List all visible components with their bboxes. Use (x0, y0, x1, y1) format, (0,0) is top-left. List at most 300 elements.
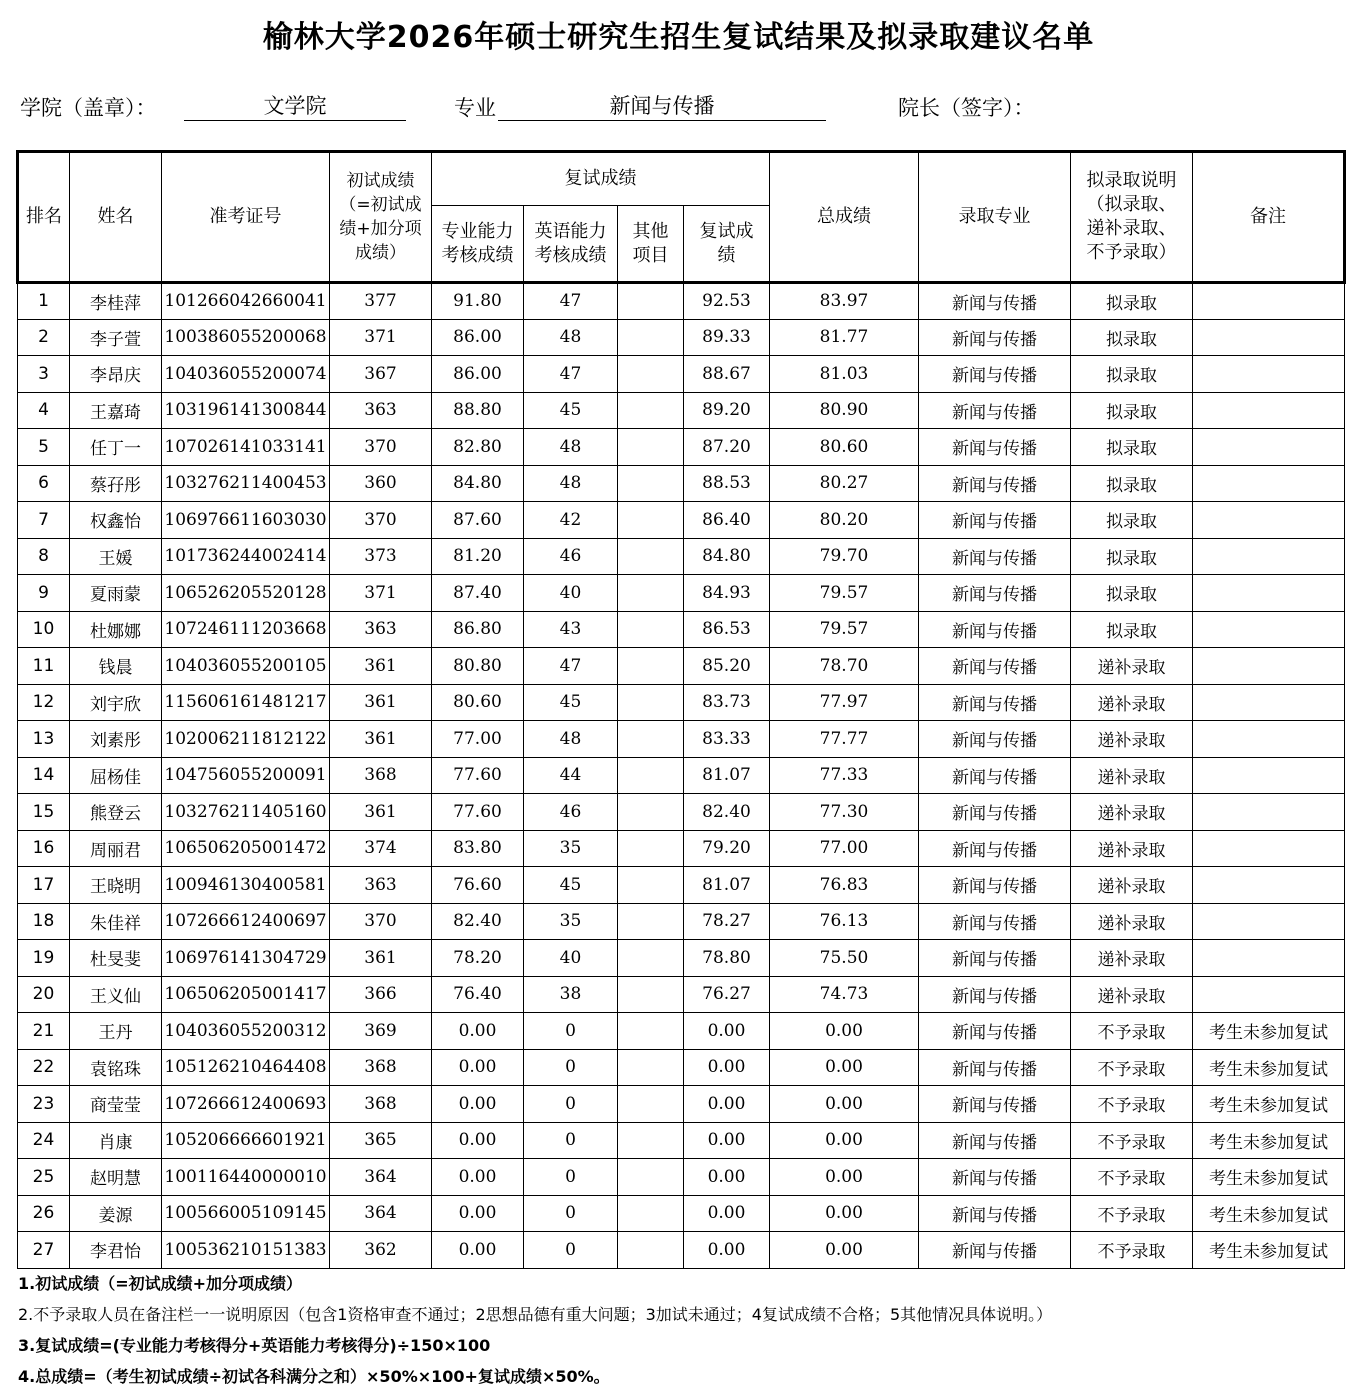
table-row (18, 392, 1345, 429)
cell-total: 80.27 (770, 465, 919, 502)
cell-status: 递补录取 (1071, 903, 1193, 940)
header-other: 其他项目 (618, 206, 684, 283)
cell-name: 朱佳祥 (70, 903, 162, 940)
cell-professional: 0.00 (432, 1159, 524, 1196)
cell-other (618, 757, 684, 794)
cell-other (618, 319, 684, 356)
cell-prelim: 368 (330, 757, 432, 794)
cell-exam-id: 104036055200105 (162, 648, 330, 685)
cell-professional: 87.40 (432, 575, 524, 612)
cell-status: 递补录取 (1071, 684, 1193, 721)
cell-english: 0 (524, 1232, 618, 1269)
table-row (18, 1122, 1345, 1159)
cell-total: 83.97 (770, 283, 919, 320)
cell-exam-id: 107026141033141 (162, 429, 330, 466)
cell-total: 78.70 (770, 648, 919, 685)
table-row (18, 830, 1345, 867)
cell-admit-major: 新闻与传播 (919, 1232, 1071, 1269)
cell-admit-major: 新闻与传播 (919, 648, 1071, 685)
cell-professional: 87.60 (432, 502, 524, 539)
header-prelim: 初试成绩（=初试成绩+加分项成绩） (330, 152, 432, 283)
cell-retest: 81.07 (684, 867, 770, 904)
cell-professional: 78.20 (432, 940, 524, 977)
cell-name: 夏雨蒙 (70, 575, 162, 612)
cell-remark (1193, 611, 1345, 648)
cell-other (618, 1195, 684, 1232)
cell-other (618, 830, 684, 867)
cell-professional: 0.00 (432, 1049, 524, 1086)
cell-admit-major: 新闻与传播 (919, 1013, 1071, 1050)
cell-status: 不予录取 (1071, 1013, 1193, 1050)
cell-exam-id: 100536210151383 (162, 1232, 330, 1269)
cell-total: 80.90 (770, 392, 919, 429)
cell-admit-major: 新闻与传播 (919, 867, 1071, 904)
cell-status: 不予录取 (1071, 1232, 1193, 1269)
cell-prelim: 368 (330, 1086, 432, 1123)
cell-english: 0 (524, 1086, 618, 1123)
cell-professional: 86.00 (432, 356, 524, 393)
cell-name: 李昂庆 (70, 356, 162, 393)
cell-name: 杜娜娜 (70, 611, 162, 648)
cell-professional: 0.00 (432, 1122, 524, 1159)
cell-name: 杜旻斐 (70, 940, 162, 977)
table-row (18, 502, 1345, 539)
cell-rank: 4 (18, 392, 70, 429)
cell-admit-major: 新闻与传播 (919, 757, 1071, 794)
cell-retest: 76.27 (684, 976, 770, 1013)
header-name: 姓名 (70, 152, 162, 283)
cell-english: 46 (524, 538, 618, 575)
results-table (16, 150, 1346, 1269)
cell-rank: 14 (18, 757, 70, 794)
cell-rank: 24 (18, 1122, 70, 1159)
cell-retest: 81.07 (684, 757, 770, 794)
cell-status: 拟录取 (1071, 611, 1193, 648)
header-professional: 专业能力考核成绩 (432, 206, 524, 283)
cell-retest: 88.53 (684, 465, 770, 502)
cell-name: 权鑫怡 (70, 502, 162, 539)
cell-prelim: 365 (330, 1122, 432, 1159)
cell-prelim: 373 (330, 538, 432, 575)
cell-total: 0.00 (770, 1195, 919, 1232)
cell-admit-major: 新闻与传播 (919, 1159, 1071, 1196)
cell-total: 80.60 (770, 429, 919, 466)
cell-status: 递补录取 (1071, 648, 1193, 685)
cell-professional: 76.40 (432, 976, 524, 1013)
cell-other (618, 976, 684, 1013)
cell-prelim: 361 (330, 684, 432, 721)
cell-professional: 0.00 (432, 1013, 524, 1050)
cell-professional: 77.60 (432, 757, 524, 794)
cell-status: 递补录取 (1071, 757, 1193, 794)
cell-other (618, 429, 684, 466)
cell-rank: 27 (18, 1232, 70, 1269)
cell-exam-id: 100116440000010 (162, 1159, 330, 1196)
cell-admit-major: 新闻与传播 (919, 611, 1071, 648)
cell-rank: 7 (18, 502, 70, 539)
major-label: 专业 (454, 96, 496, 120)
table-row (18, 1232, 1345, 1269)
cell-remark: 考生未参加复试 (1193, 1195, 1345, 1232)
cell-english: 35 (524, 830, 618, 867)
header-total: 总成绩 (770, 152, 919, 283)
cell-name: 李桂萍 (70, 283, 162, 320)
cell-retest: 92.53 (684, 283, 770, 320)
cell-status: 拟录取 (1071, 392, 1193, 429)
footnote-2: 2.不予录取人员在备注栏一一说明原因（包含1资格审查不通过；2思想品德有重大问题；3加试未通过；4复试成绩不合格；5其他情况具体说明。） (18, 1305, 1053, 1324)
cell-exam-id: 106976611603030 (162, 502, 330, 539)
cell-english: 0 (524, 1159, 618, 1196)
cell-admit-major: 新闻与传播 (919, 721, 1071, 758)
table-row (18, 538, 1345, 575)
dean-label: 院长（签字）： (898, 96, 1035, 120)
cell-total: 79.70 (770, 538, 919, 575)
cell-prelim: 363 (330, 867, 432, 904)
cell-admit-major: 新闻与传播 (919, 903, 1071, 940)
cell-english: 38 (524, 976, 618, 1013)
cell-other (618, 940, 684, 977)
cell-retest: 0.00 (684, 1013, 770, 1050)
cell-name: 肖康 (70, 1122, 162, 1159)
cell-status: 不予录取 (1071, 1195, 1193, 1232)
cell-name: 熊登云 (70, 794, 162, 831)
cell-english: 46 (524, 794, 618, 831)
cell-name: 刘宇欣 (70, 684, 162, 721)
cell-other (618, 611, 684, 648)
cell-retest: 88.67 (684, 356, 770, 393)
cell-status: 递补录取 (1071, 830, 1193, 867)
cell-english: 48 (524, 721, 618, 758)
header-retest-group: 复试成绩 (432, 152, 770, 206)
cell-other (618, 1086, 684, 1123)
table-row (18, 1049, 1345, 1086)
cell-prelim: 366 (330, 976, 432, 1013)
cell-status: 递补录取 (1071, 794, 1193, 831)
cell-total: 0.00 (770, 1159, 919, 1196)
cell-english: 0 (524, 1122, 618, 1159)
cell-prelim: 364 (330, 1195, 432, 1232)
cell-exam-id: 115606161481217 (162, 684, 330, 721)
cell-admit-major: 新闻与传播 (919, 356, 1071, 393)
cell-exam-id: 100386055200068 (162, 319, 330, 356)
cell-exam-id: 100566005109145 (162, 1195, 330, 1232)
cell-remark (1193, 976, 1345, 1013)
cell-english: 45 (524, 392, 618, 429)
cell-other (618, 356, 684, 393)
cell-total: 0.00 (770, 1122, 919, 1159)
cell-professional: 0.00 (432, 1195, 524, 1232)
cell-retest: 82.40 (684, 794, 770, 831)
cell-retest: 79.20 (684, 830, 770, 867)
table-row (18, 794, 1345, 831)
footnote-4: 4.总成绩=（考生初试成绩÷初试各科满分之和）×50%×100+复试成绩×50%。 (18, 1367, 610, 1386)
cell-name: 王嘉琦 (70, 392, 162, 429)
cell-total: 77.33 (770, 757, 919, 794)
cell-status: 不予录取 (1071, 1122, 1193, 1159)
cell-status: 拟录取 (1071, 319, 1193, 356)
cell-admit-major: 新闻与传播 (919, 1122, 1071, 1159)
table-row (18, 1086, 1345, 1123)
cell-professional: 76.60 (432, 867, 524, 904)
cell-admit-major: 新闻与传播 (919, 1195, 1071, 1232)
cell-rank: 15 (18, 794, 70, 831)
cell-prelim: 363 (330, 611, 432, 648)
cell-prelim: 361 (330, 648, 432, 685)
table-row (18, 429, 1345, 466)
cell-exam-id: 101266042660041 (162, 283, 330, 320)
cell-professional: 0.00 (432, 1086, 524, 1123)
cell-other (618, 721, 684, 758)
cell-english: 40 (524, 940, 618, 977)
cell-name: 王丹 (70, 1013, 162, 1050)
cell-professional: 80.80 (432, 648, 524, 685)
cell-other (618, 538, 684, 575)
cell-name: 刘素彤 (70, 721, 162, 758)
cell-english: 48 (524, 319, 618, 356)
cell-name: 李君怡 (70, 1232, 162, 1269)
cell-admit-major: 新闻与传播 (919, 465, 1071, 502)
cell-total: 74.73 (770, 976, 919, 1013)
cell-retest: 0.00 (684, 1049, 770, 1086)
cell-professional: 86.00 (432, 319, 524, 356)
cell-professional: 83.80 (432, 830, 524, 867)
cell-name: 周丽君 (70, 830, 162, 867)
cell-remark (1193, 794, 1345, 831)
cell-remark (1193, 830, 1345, 867)
cell-professional: 81.20 (432, 538, 524, 575)
cell-name: 商莹莹 (70, 1086, 162, 1123)
cell-admit-major: 新闻与传播 (919, 1086, 1071, 1123)
cell-other (618, 392, 684, 429)
cell-rank: 9 (18, 575, 70, 612)
cell-professional: 84.80 (432, 465, 524, 502)
cell-english: 44 (524, 757, 618, 794)
cell-professional: 80.60 (432, 684, 524, 721)
cell-retest: 87.20 (684, 429, 770, 466)
cell-remark (1193, 465, 1345, 502)
cell-retest: 0.00 (684, 1159, 770, 1196)
cell-other (618, 465, 684, 502)
cell-exam-id: 100946130400581 (162, 867, 330, 904)
footnotes (18, 1270, 1052, 1394)
cell-english: 0 (524, 1049, 618, 1086)
cell-other (618, 502, 684, 539)
cell-total: 80.20 (770, 502, 919, 539)
cell-admit-major: 新闻与传播 (919, 940, 1071, 977)
cell-exam-id: 107266612400697 (162, 903, 330, 940)
header-exam-id: 准考证号 (162, 152, 330, 283)
cell-english: 0 (524, 1013, 618, 1050)
cell-status: 拟录取 (1071, 429, 1193, 466)
cell-admit-major: 新闻与传播 (919, 502, 1071, 539)
cell-status: 递补录取 (1071, 721, 1193, 758)
cell-admit-major: 新闻与传播 (919, 1049, 1071, 1086)
table-row (18, 465, 1345, 502)
cell-status: 拟录取 (1071, 465, 1193, 502)
cell-rank: 22 (18, 1049, 70, 1086)
cell-total: 77.30 (770, 794, 919, 831)
cell-total: 0.00 (770, 1013, 919, 1050)
cell-prelim: 361 (330, 940, 432, 977)
cell-admit-major: 新闻与传播 (919, 538, 1071, 575)
cell-professional: 0.00 (432, 1232, 524, 1269)
cell-prelim: 370 (330, 903, 432, 940)
cell-exam-id: 107266612400693 (162, 1086, 330, 1123)
page-title: 榆林大学2026年硕士研究生招生复试结果及拟录取建议名单 (262, 20, 1095, 55)
cell-exam-id: 107246111203668 (162, 611, 330, 648)
header-admit-note: 拟录取说明（拟录取、递补录取、不予录取） (1071, 152, 1193, 283)
cell-english: 48 (524, 429, 618, 466)
cell-other (618, 1013, 684, 1050)
cell-remark (1193, 538, 1345, 575)
table-row (18, 976, 1345, 1013)
table-row (18, 903, 1345, 940)
cell-total: 77.97 (770, 684, 919, 721)
cell-rank: 2 (18, 319, 70, 356)
cell-remark (1193, 940, 1345, 977)
cell-remark (1193, 721, 1345, 758)
cell-exam-id: 106526205520128 (162, 575, 330, 612)
header-admit-major: 录取专业 (919, 152, 1071, 283)
cell-professional: 88.80 (432, 392, 524, 429)
cell-rank: 21 (18, 1013, 70, 1050)
cell-remark: 考生未参加复试 (1193, 1013, 1345, 1050)
table-row (18, 684, 1345, 721)
cell-remark (1193, 283, 1345, 320)
cell-name: 王晓明 (70, 867, 162, 904)
cell-rank: 1 (18, 283, 70, 320)
cell-remark: 考生未参加复试 (1193, 1086, 1345, 1123)
cell-remark (1193, 502, 1345, 539)
cell-retest: 0.00 (684, 1122, 770, 1159)
cell-english: 45 (524, 867, 618, 904)
table-row (18, 283, 1345, 320)
cell-remark: 考生未参加复试 (1193, 1049, 1345, 1086)
cell-prelim: 370 (330, 502, 432, 539)
cell-retest: 78.80 (684, 940, 770, 977)
cell-rank: 20 (18, 976, 70, 1013)
table-body (18, 283, 1345, 1269)
cell-professional: 82.40 (432, 903, 524, 940)
footnote-1: 1.初试成绩（=初试成绩+加分项成绩） (18, 1274, 303, 1293)
cell-rank: 18 (18, 903, 70, 940)
cell-admit-major: 新闻与传播 (919, 319, 1071, 356)
cell-rank: 12 (18, 684, 70, 721)
cell-status: 不予录取 (1071, 1086, 1193, 1123)
table-row (18, 1013, 1345, 1050)
cell-name: 姜源 (70, 1195, 162, 1232)
cell-retest: 86.53 (684, 611, 770, 648)
table-row (18, 611, 1345, 648)
cell-prelim: 362 (330, 1232, 432, 1269)
cell-prelim: 377 (330, 283, 432, 320)
table-row (18, 867, 1345, 904)
cell-exam-id: 102006211812122 (162, 721, 330, 758)
cell-other (618, 903, 684, 940)
cell-name: 钱晨 (70, 648, 162, 685)
cell-remark (1193, 575, 1345, 612)
table-row (18, 1195, 1345, 1232)
cell-remark (1193, 648, 1345, 685)
cell-rank: 3 (18, 356, 70, 393)
cell-total: 79.57 (770, 611, 919, 648)
cell-other (618, 1122, 684, 1159)
table-row (18, 1159, 1345, 1196)
cell-status: 不予录取 (1071, 1049, 1193, 1086)
cell-prelim: 363 (330, 392, 432, 429)
cell-rank: 5 (18, 429, 70, 466)
cell-prelim: 367 (330, 356, 432, 393)
cell-name: 蔡孖彤 (70, 465, 162, 502)
cell-exam-id: 101736244002414 (162, 538, 330, 575)
cell-professional: 91.80 (432, 283, 524, 320)
major-value: 新闻与传播 (498, 92, 826, 121)
cell-retest: 84.80 (684, 538, 770, 575)
cell-exam-id: 103196141300844 (162, 392, 330, 429)
cell-rank: 26 (18, 1195, 70, 1232)
cell-status: 不予录取 (1071, 1159, 1193, 1196)
cell-retest: 83.33 (684, 721, 770, 758)
footnote-3: 3.复试成绩=(专业能力考核得分+英语能力考核得分)÷150×100 (18, 1336, 491, 1355)
cell-remark (1193, 429, 1345, 466)
cell-admit-major: 新闻与传播 (919, 976, 1071, 1013)
header-retest: 复试成绩 (684, 206, 770, 283)
cell-rank: 8 (18, 538, 70, 575)
table-row (18, 940, 1345, 977)
cell-prelim: 371 (330, 575, 432, 612)
cell-retest: 86.40 (684, 502, 770, 539)
cell-exam-id: 104756055200091 (162, 757, 330, 794)
table-row (18, 356, 1345, 393)
cell-total: 81.03 (770, 356, 919, 393)
cell-exam-id: 106506205001472 (162, 830, 330, 867)
cell-other (618, 867, 684, 904)
cell-exam-id: 104036055200074 (162, 356, 330, 393)
cell-retest: 78.27 (684, 903, 770, 940)
cell-total: 76.83 (770, 867, 919, 904)
cell-retest: 0.00 (684, 1232, 770, 1269)
cell-remark (1193, 867, 1345, 904)
cell-name: 任丁一 (70, 429, 162, 466)
cell-total: 0.00 (770, 1232, 919, 1269)
cell-name: 王义仙 (70, 976, 162, 1013)
cell-status: 递补录取 (1071, 867, 1193, 904)
cell-remark (1193, 903, 1345, 940)
cell-name: 袁铭珠 (70, 1049, 162, 1086)
cell-admit-major: 新闻与传播 (919, 830, 1071, 867)
table-row (18, 575, 1345, 612)
cell-other (618, 283, 684, 320)
cell-admit-major: 新闻与传播 (919, 575, 1071, 612)
cell-remark (1193, 757, 1345, 794)
cell-english: 43 (524, 611, 618, 648)
cell-remark: 考生未参加复试 (1193, 1159, 1345, 1196)
cell-total: 79.57 (770, 575, 919, 612)
college-value: 文学院 (184, 92, 406, 121)
cell-remark: 考生未参加复试 (1193, 1122, 1345, 1159)
cell-rank: 16 (18, 830, 70, 867)
cell-english: 47 (524, 283, 618, 320)
cell-retest: 83.73 (684, 684, 770, 721)
cell-status: 拟录取 (1071, 502, 1193, 539)
cell-other (618, 794, 684, 831)
cell-english: 47 (524, 648, 618, 685)
cell-exam-id: 104036055200312 (162, 1013, 330, 1050)
cell-total: 77.00 (770, 830, 919, 867)
cell-rank: 19 (18, 940, 70, 977)
cell-status: 拟录取 (1071, 283, 1193, 320)
cell-name: 李子萱 (70, 319, 162, 356)
